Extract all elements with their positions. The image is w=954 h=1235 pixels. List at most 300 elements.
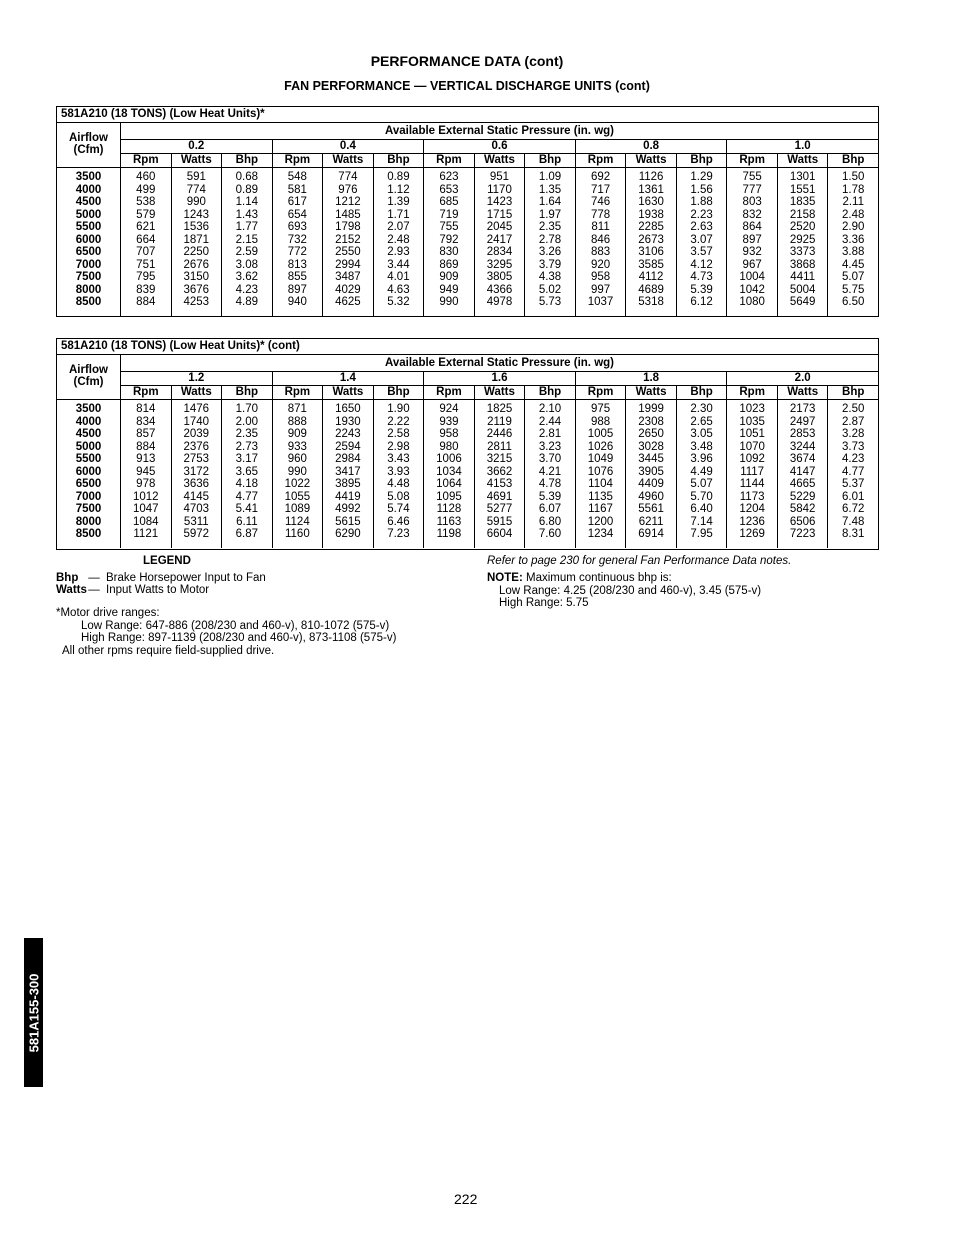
legend-item (56, 584, 209, 596)
data-cell: 1301 (789, 171, 816, 183)
data-cell: 1938 (638, 208, 664, 221)
data-cell: 1022 (284, 478, 311, 490)
data-cell: 1.64 (538, 196, 562, 208)
data-cell: 3215 (486, 453, 513, 465)
legend-abbr: Bhp (56, 572, 79, 584)
data-cell: 1051 (739, 428, 765, 440)
data-cell: 2.48 (387, 233, 410, 246)
data-column (778, 168, 829, 316)
bhp-note (487, 572, 761, 610)
data-cell: 7.95 (690, 528, 713, 540)
data-cell: 772 (287, 246, 307, 258)
data-cell: 1124 (284, 515, 310, 528)
data-cell: 2853 (789, 428, 816, 440)
data-cell: 1.14 (235, 196, 259, 208)
data-cell: 980 (439, 440, 459, 453)
data-cell: 6.87 (235, 528, 259, 540)
data-column (121, 168, 172, 316)
data-column (323, 400, 374, 548)
data-cell: 8.31 (842, 528, 865, 540)
data-cell: 949 (439, 283, 459, 296)
data-cell: 1026 (587, 440, 614, 453)
data-cell: 1.97 (538, 208, 562, 221)
data-cell: 1084 (132, 515, 159, 528)
data-cell: 4625 (335, 296, 361, 308)
data-cell: 6604 (486, 528, 513, 540)
data-cell: 1076 (587, 465, 614, 478)
pressure-row (121, 139, 878, 154)
data-cell: 3905 (638, 465, 664, 478)
data-cell: 1128 (436, 503, 462, 515)
data-cell: 2594 (335, 440, 361, 453)
data-cell: 3.79 (538, 258, 562, 271)
data-column (576, 400, 627, 548)
column-header: Rpm (273, 153, 324, 167)
data-cell: 3676 (183, 283, 210, 296)
data-cell: 685 (439, 196, 459, 208)
data-cell: 4153 (486, 478, 513, 490)
table-title: 581A210 (18 TONS) (Low Heat Units)* (cont) (57, 339, 878, 355)
data-cell: 3.88 (842, 246, 865, 258)
data-cell: 1170 (487, 183, 512, 196)
data-cell: 4.45 (842, 258, 865, 271)
legend-abbr: Watts (56, 584, 87, 596)
data-cell: 2.35 (235, 428, 259, 440)
data-cell: 732 (287, 233, 307, 246)
data-cell: 2152 (335, 233, 361, 246)
data-cell: 774 (338, 171, 358, 183)
data-cell: 4960 (638, 490, 664, 503)
data-cell: 3172 (183, 465, 210, 478)
data-cell: 3662 (486, 465, 513, 478)
data-cell: 3244 (789, 440, 816, 453)
column-label-row (121, 385, 878, 399)
legend-item (56, 572, 266, 584)
data-cell: 2.63 (690, 221, 713, 233)
data-cell: 1173 (739, 490, 765, 503)
data-column (677, 400, 728, 548)
data-cell: 3295 (486, 258, 513, 271)
column-header: Watts (323, 385, 374, 399)
data-cell: 778 (590, 208, 611, 221)
airflow-cell: 6000 (75, 465, 102, 478)
data-cell: 1121 (133, 528, 159, 540)
airflow-cell: 7000 (75, 490, 102, 503)
data-cell: 707 (136, 246, 156, 258)
pressure-header: 0.8 (576, 139, 728, 153)
data-cell: 4.89 (235, 296, 259, 308)
airflow-cell: 4000 (75, 415, 102, 428)
data-cell: 2984 (335, 453, 361, 465)
data-cell: 3636 (183, 478, 210, 490)
airflow-cell: 8000 (75, 283, 102, 296)
data-cell: 1999 (638, 403, 664, 415)
data-cell: 1.09 (538, 171, 562, 183)
pressure-header: 2.0 (794, 372, 811, 384)
data-cell: 4978 (486, 296, 513, 308)
data-cell: 2173 (789, 403, 816, 415)
data-cell: 1.43 (235, 208, 259, 221)
data-column (727, 168, 778, 316)
data-cell: 4.63 (387, 283, 410, 296)
data-cell: 1361 (638, 183, 664, 196)
data-cell: 6506 (789, 515, 816, 528)
data-cell: 4.23 (235, 283, 259, 296)
data-cell: 1.50 (842, 171, 865, 183)
data-column (424, 400, 475, 548)
airflow-cell: 6500 (75, 478, 102, 490)
data-cell: 1236 (739, 515, 765, 528)
data-cell: 4.18 (235, 478, 259, 490)
data-cell: 5.39 (690, 283, 713, 296)
data-cell: 1126 (638, 171, 664, 183)
data-cell: 7.48 (842, 515, 865, 528)
column-header: Bhp (222, 385, 273, 399)
data-cell: 913 (136, 453, 156, 465)
data-cell: 664 (136, 233, 156, 246)
data-cell: 3805 (486, 271, 513, 283)
data-cell: 6290 (335, 528, 361, 540)
data-cell: 5915 (486, 515, 513, 528)
static-pressure-header: Available External Static Pressure (in. wg) (121, 355, 878, 372)
data-cell: 2.11 (842, 196, 864, 208)
data-cell: 4.49 (690, 465, 713, 478)
data-cell: 1476 (183, 403, 210, 415)
data-cell: 1005 (587, 428, 614, 440)
column-header: Watts (323, 153, 374, 167)
data-column (172, 168, 223, 316)
data-cell: 811 (591, 221, 610, 233)
data-column (626, 400, 677, 548)
data-cell: 693 (287, 221, 307, 233)
side-tab (24, 938, 43, 1087)
airflow-column (57, 168, 121, 316)
data-cell: 3868 (789, 258, 816, 271)
page-number: 222 (454, 1191, 478, 1207)
data-cell: 3674 (789, 453, 816, 465)
column-header: Watts (172, 385, 223, 399)
data-cell: 4147 (789, 465, 816, 478)
data-cell: 3417 (335, 465, 361, 478)
data-cell: 2.73 (235, 440, 259, 453)
data-cell: 1198 (436, 528, 462, 540)
airflow-cell: 5000 (75, 440, 102, 453)
data-cell: 6.40 (690, 503, 713, 515)
data-cell: 621 (136, 221, 156, 233)
data-cell: 869 (439, 258, 459, 271)
data-cell: 7.14 (690, 515, 713, 528)
data-cell: 4.38 (538, 271, 562, 283)
note-high-range: High Range: 5.75 (499, 597, 589, 609)
data-cell: 6.46 (387, 515, 410, 528)
data-cell: 2.35 (538, 221, 562, 233)
data-cell: 1485 (335, 208, 361, 221)
data-cell: 755 (742, 171, 762, 183)
data-cell: 4253 (183, 296, 210, 308)
data-cell: 4.21 (538, 465, 562, 478)
data-cell: 1.71 (387, 208, 410, 221)
data-cell: 3.73 (842, 440, 865, 453)
airflow-cell: 7000 (75, 258, 102, 271)
data-cell: 1.77 (235, 221, 259, 233)
data-cell: 1871 (183, 233, 210, 246)
motor-high-range: High Range: 897-1139 (208/230 and 460-v), 873-1108 (575-v) (81, 632, 397, 644)
data-cell: 623 (439, 171, 459, 183)
data-cell: 988 (590, 415, 611, 428)
data-cell: 2376 (183, 440, 210, 453)
data-cell: 617 (287, 196, 307, 208)
data-cell: 3445 (638, 453, 664, 465)
data-cell: 5.73 (538, 296, 562, 308)
data-cell: 5649 (789, 296, 816, 308)
data-cell: 2925 (789, 233, 816, 246)
pressure-header: 0.2 (121, 139, 273, 153)
data-cell: 4.78 (538, 478, 562, 490)
side-tab-label: 581A155-300 (26, 973, 41, 1052)
data-cell: 1092 (739, 453, 765, 465)
column-header: Rpm (727, 385, 778, 399)
data-cell: 3.96 (690, 453, 713, 465)
data-cell: 1034 (436, 465, 462, 478)
data-cell: 6.72 (842, 503, 865, 515)
data-cell: 1825 (486, 403, 513, 415)
data-cell: 4.77 (235, 490, 259, 503)
data-cell: 2.00 (235, 415, 259, 428)
data-cell: 5318 (638, 296, 664, 308)
legend-dash: — (88, 584, 100, 596)
data-cell: 932 (742, 246, 762, 258)
data-cell: 1012 (132, 490, 159, 503)
legend-text: Brake Horsepower Input to Fan (106, 572, 266, 584)
data-cell: 997 (590, 283, 611, 296)
data-cell: 1.90 (387, 403, 410, 415)
column-header: Watts (778, 385, 829, 399)
column-header: Bhp (677, 153, 728, 167)
pressure-header: 0.6 (424, 139, 576, 153)
data-cell: 2.59 (235, 246, 259, 258)
data-cell: 945 (136, 465, 156, 478)
column-header: Rpm (424, 153, 475, 167)
static-pressure-header: Available External Static Pressure (in. wg) (121, 123, 878, 140)
data-cell: 1135 (588, 490, 613, 503)
data-cell: 7.60 (538, 528, 562, 540)
data-cell: 1160 (284, 528, 310, 540)
data-cell: 1536 (183, 221, 210, 233)
data-cell: 6.80 (538, 515, 562, 528)
data-cell: 5.02 (538, 283, 562, 296)
column-label-row (121, 153, 878, 167)
data-cell: 4.01 (387, 271, 410, 283)
data-cell: 834 (136, 415, 156, 428)
data-cell: 1037 (587, 296, 614, 308)
data-cell: 2.15 (235, 233, 259, 246)
data-cell: 888 (287, 415, 307, 428)
data-cell: 1.29 (690, 171, 713, 183)
data-cell: 2243 (335, 428, 361, 440)
data-cell: 2.50 (842, 403, 865, 415)
data-cell: 2811 (487, 440, 512, 453)
data-cell: 4145 (183, 490, 210, 503)
column-header: Rpm (576, 385, 627, 399)
airflow-cell: 6000 (75, 233, 102, 246)
data-cell: 4.73 (690, 271, 713, 283)
data-cell: 4992 (335, 503, 361, 515)
data-cell: 5615 (335, 515, 361, 528)
data-cell: 990 (287, 465, 307, 478)
data-cell: 4703 (183, 503, 210, 515)
data-cell: 967 (742, 258, 762, 271)
data-cell: 7.23 (387, 528, 410, 540)
data-cell: 5004 (789, 283, 816, 296)
data-cell: 5.32 (387, 296, 410, 308)
data-cell: 1163 (436, 515, 462, 528)
data-column (273, 400, 324, 548)
airflow-cell: 6500 (75, 246, 102, 258)
data-cell: 857 (136, 428, 156, 440)
data-cell: 2676 (183, 258, 210, 271)
data-cell: 920 (590, 258, 611, 271)
data-cell: 3895 (335, 478, 361, 490)
data-cell: 3150 (183, 271, 210, 283)
data-cell: 4665 (789, 478, 816, 490)
data-cell: 1798 (335, 221, 361, 233)
data-cell: 897 (742, 233, 762, 246)
pressure-header: 1.0 (794, 140, 811, 152)
column-header: Bhp (842, 154, 865, 166)
data-cell: 2834 (486, 246, 513, 258)
column-header: Watts (475, 385, 526, 399)
data-cell: 1200 (587, 515, 614, 528)
data-cell: 2.65 (690, 415, 713, 428)
refer-note: Refer to page 230 for general Fan Performance Data notes. (487, 555, 792, 567)
data-cell: 909 (439, 271, 459, 283)
data-column (576, 168, 627, 316)
data-cell: 1055 (284, 490, 311, 503)
airflow-cell: 4500 (75, 428, 102, 440)
data-cell: 884 (136, 296, 156, 308)
data-cell: 1104 (588, 478, 613, 490)
data-cell: 2994 (335, 258, 361, 271)
data-cell: 2.22 (387, 415, 410, 428)
data-cell: 2520 (789, 221, 816, 233)
airflow-header (57, 123, 121, 167)
note-low-range: Low Range: 4.25 (208/230 and 460-v), 3.45 (575-v) (499, 584, 762, 597)
data-cell: 3373 (789, 246, 816, 258)
data-cell: 5972 (183, 528, 210, 540)
data-cell: 855 (287, 271, 307, 283)
data-column (323, 168, 374, 316)
data-cell: 3.70 (538, 453, 562, 465)
data-cell: 4.12 (690, 258, 713, 271)
data-cell: 2285 (638, 221, 664, 233)
motor-other-note: All other rpms require field-supplied drive. (62, 645, 275, 657)
data-cell: 813 (287, 258, 307, 271)
data-cell: 654 (287, 208, 307, 221)
data-cell: 3585 (638, 258, 664, 271)
data-column (677, 168, 728, 316)
data-cell: 2550 (335, 246, 361, 258)
data-cell: 3.05 (690, 428, 713, 440)
data-cell: 4409 (638, 478, 664, 490)
data-cell: 3.62 (235, 271, 259, 283)
data-cell: 1042 (739, 283, 765, 296)
data-cell: 1049 (587, 453, 614, 465)
table-body (57, 400, 878, 548)
data-column (525, 400, 576, 548)
data-cell: 978 (136, 478, 156, 490)
data-cell: 6.12 (690, 296, 713, 308)
data-cell: 1064 (436, 478, 462, 490)
data-cell: 871 (287, 403, 307, 415)
data-cell: 2417 (486, 233, 513, 246)
column-header: Rpm (727, 153, 778, 167)
data-column (374, 400, 425, 548)
data-cell: 990 (439, 296, 459, 308)
data-cell: 3.08 (235, 258, 259, 271)
data-cell: 3487 (335, 271, 361, 283)
column-header: Rpm (121, 153, 172, 167)
data-column (778, 400, 829, 548)
fan-performance-table-2 (56, 338, 879, 550)
data-cell: 1035 (739, 415, 765, 428)
data-cell: 830 (439, 246, 459, 258)
data-cell: 1023 (739, 403, 765, 415)
data-cell: 1.39 (387, 196, 410, 208)
legend-text: Input Watts to Motor (106, 584, 210, 596)
data-cell: 5.37 (842, 478, 865, 490)
data-cell: 2.87 (842, 415, 865, 428)
data-cell: 1006 (436, 453, 462, 465)
airflow-cell: 5000 (75, 208, 102, 221)
airflow-unit: (Cfm) (73, 144, 104, 156)
data-cell: 2.23 (690, 208, 713, 221)
column-header: Bhp (525, 385, 576, 399)
data-cell: 951 (489, 171, 510, 183)
data-cell: 2.48 (842, 208, 865, 221)
data-cell: 1.56 (690, 183, 713, 196)
fan-performance-table-1 (56, 106, 879, 317)
pressure-row (121, 371, 878, 386)
airflow-cell: 3500 (75, 171, 102, 183)
data-cell: 5.41 (235, 503, 259, 515)
data-cell: 4419 (335, 490, 361, 503)
data-cell: 1715 (486, 208, 513, 221)
note-text: Maximum continuous bhp is: (525, 572, 672, 584)
data-cell: 4.23 (842, 453, 865, 465)
data-column (828, 168, 878, 316)
data-column (121, 400, 172, 548)
data-cell: 1089 (284, 503, 311, 515)
data-cell: 0.89 (387, 171, 410, 183)
column-header: Watts (626, 385, 677, 399)
data-cell: 795 (136, 271, 156, 283)
column-header: Watts (626, 153, 677, 167)
note-label: NOTE: (487, 572, 523, 584)
data-cell: 5.07 (690, 478, 713, 490)
data-cell: 1234 (587, 528, 614, 540)
data-cell: 4112 (638, 271, 664, 283)
data-cell: 2.81 (538, 428, 562, 440)
data-cell: 774 (186, 183, 206, 196)
data-cell: 846 (590, 233, 611, 246)
data-cell: 5.70 (690, 490, 713, 503)
data-cell: 6.11 (236, 515, 258, 528)
data-cell: 3106 (638, 246, 664, 258)
data-cell: 1.70 (235, 403, 259, 415)
column-header: Bhp (374, 385, 425, 399)
legend-heading: LEGEND (143, 555, 191, 567)
data-cell: 3.65 (235, 465, 259, 478)
